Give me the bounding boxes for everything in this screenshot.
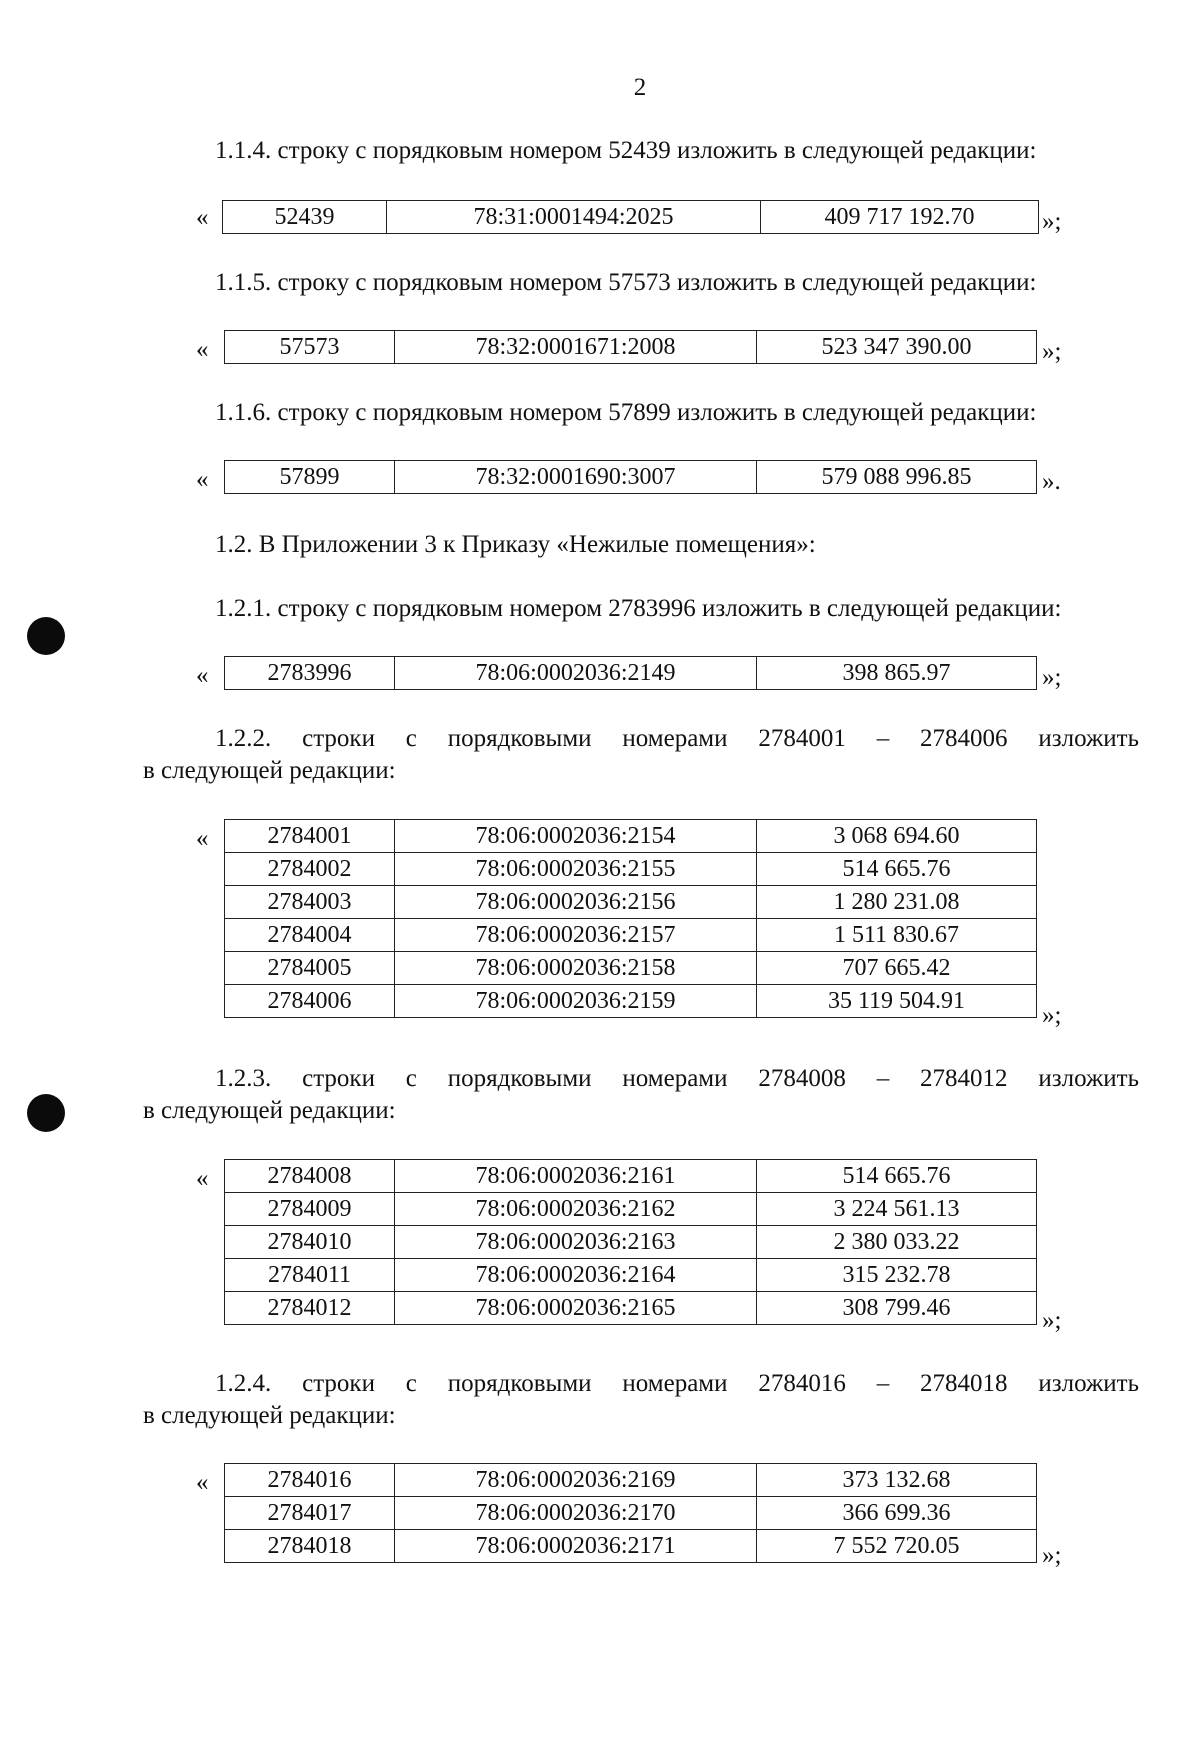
cadastral-number-cell: 78:06:0002036:2149 bbox=[395, 657, 757, 690]
value-cell: 2 380 033.22 bbox=[757, 1226, 1037, 1259]
closing-quote: »; bbox=[1042, 338, 1062, 365]
paragraph: 1.1.6. строку с порядковым номером 57899 изложить в следующей редакции: bbox=[215, 399, 1037, 426]
closing-quote: ». bbox=[1042, 468, 1061, 495]
table-row bbox=[225, 657, 1037, 690]
row-number-cell: 57899 bbox=[225, 461, 395, 494]
cadastral-number-cell: 78:32:0001671:2008 bbox=[395, 331, 757, 364]
closing-quote: »; bbox=[1042, 208, 1062, 235]
cadastral-number-cell: 78:06:0002036:2161 bbox=[395, 1160, 757, 1193]
opening-quote: « bbox=[196, 1469, 209, 1496]
row-number-cell: 2784017 bbox=[225, 1497, 395, 1530]
table-row bbox=[225, 1160, 1037, 1193]
value-cell: 3 224 561.13 bbox=[757, 1193, 1037, 1226]
row-number-cell: 2784005 bbox=[225, 952, 395, 985]
cadastral-number-cell: 78:06:0002036:2163 bbox=[395, 1226, 757, 1259]
cadastral-number-cell: 78:06:0002036:2171 bbox=[395, 1530, 757, 1563]
closing-quote: »; bbox=[1042, 1307, 1062, 1334]
paragraph: 1.2.3. строки с порядковыми номерами 2784008 – 2784012 изложить bbox=[215, 1065, 1139, 1092]
row-number-cell: 2784001 bbox=[225, 820, 395, 853]
value-cell: 514 665.76 bbox=[757, 853, 1037, 886]
opening-quote: « bbox=[196, 204, 209, 231]
table-row bbox=[225, 1226, 1037, 1259]
value-cell: 707 665.42 bbox=[757, 952, 1037, 985]
row-number-cell: 2784018 bbox=[225, 1530, 395, 1563]
data-table bbox=[224, 1159, 1037, 1325]
opening-quote: « bbox=[196, 825, 209, 852]
table-row bbox=[225, 1193, 1037, 1226]
paragraph: 1.2.4. строки с порядковыми номерами 2784016 – 2784018 изложить bbox=[215, 1370, 1139, 1397]
table-row bbox=[225, 952, 1037, 985]
opening-quote: « bbox=[196, 1165, 209, 1192]
table-row bbox=[225, 919, 1037, 952]
value-cell: 1 511 830.67 bbox=[757, 919, 1037, 952]
value-cell: 579 088 996.85 bbox=[757, 461, 1037, 494]
value-cell: 514 665.76 bbox=[757, 1160, 1037, 1193]
opening-quote: « bbox=[196, 336, 209, 363]
value-cell: 3 068 694.60 bbox=[757, 820, 1037, 853]
cadastral-number-cell: 78:06:0002036:2170 bbox=[395, 1497, 757, 1530]
row-number-cell: 2784006 bbox=[225, 985, 395, 1018]
row-number-cell: 2784004 bbox=[225, 919, 395, 952]
cadastral-number-cell: 78:06:0002036:2158 bbox=[395, 952, 757, 985]
cadastral-number-cell: 78:06:0002036:2156 bbox=[395, 886, 757, 919]
table-row bbox=[225, 886, 1037, 919]
row-number-cell: 2784012 bbox=[225, 1292, 395, 1325]
cadastral-number-cell: 78:06:0002036:2169 bbox=[395, 1464, 757, 1497]
data-table bbox=[224, 330, 1037, 364]
cadastral-number-cell: 78:06:0002036:2155 bbox=[395, 853, 757, 886]
paragraph-continuation: в следующей редакции: bbox=[143, 1402, 396, 1429]
value-cell: 1 280 231.08 bbox=[757, 886, 1037, 919]
table-row bbox=[225, 331, 1037, 364]
row-number-cell: 2784009 bbox=[225, 1193, 395, 1226]
closing-quote: »; bbox=[1042, 664, 1062, 691]
punch-hole-mark bbox=[27, 617, 65, 655]
cadastral-number-cell: 78:06:0002036:2154 bbox=[395, 820, 757, 853]
table-row bbox=[223, 201, 1039, 234]
table-row bbox=[225, 1530, 1037, 1563]
opening-quote: « bbox=[196, 466, 209, 493]
paragraph: 1.2. В Приложении 3 к Приказу «Нежилые помещения»: bbox=[215, 531, 816, 558]
value-cell: 409 717 192.70 bbox=[761, 201, 1039, 234]
row-number-cell: 2784008 bbox=[225, 1160, 395, 1193]
row-number-cell: 2784002 bbox=[225, 853, 395, 886]
cadastral-number-cell: 78:06:0002036:2164 bbox=[395, 1259, 757, 1292]
cadastral-number-cell: 78:06:0002036:2157 bbox=[395, 919, 757, 952]
paragraph: 1.2.2. строки с порядковыми номерами 2784001 – 2784006 изложить bbox=[215, 725, 1139, 752]
closing-quote: »; bbox=[1042, 1542, 1062, 1569]
value-cell: 373 132.68 bbox=[757, 1464, 1037, 1497]
value-cell: 7 552 720.05 bbox=[757, 1530, 1037, 1563]
data-table bbox=[222, 200, 1039, 234]
value-cell: 523 347 390.00 bbox=[757, 331, 1037, 364]
paragraph-continuation: в следующей редакции: bbox=[143, 1097, 396, 1124]
table-row bbox=[225, 853, 1037, 886]
table-row bbox=[225, 985, 1037, 1018]
value-cell: 308 799.46 bbox=[757, 1292, 1037, 1325]
paragraph: 1.1.5. строку с порядковым номером 57573 изложить в следующей редакции: bbox=[215, 269, 1037, 296]
paragraph: 1.2.1. строку с порядковым номером 2783996 изложить в следующей редакции: bbox=[215, 595, 1062, 622]
table-row bbox=[225, 820, 1037, 853]
value-cell: 315 232.78 bbox=[757, 1259, 1037, 1292]
row-number-cell: 2784003 bbox=[225, 886, 395, 919]
table-row bbox=[225, 1259, 1037, 1292]
row-number-cell: 2784011 bbox=[225, 1259, 395, 1292]
cadastral-number-cell: 78:06:0002036:2159 bbox=[395, 985, 757, 1018]
cadastral-number-cell: 78:06:0002036:2165 bbox=[395, 1292, 757, 1325]
data-table bbox=[224, 819, 1037, 1018]
row-number-cell: 57573 bbox=[225, 331, 395, 364]
table-row bbox=[225, 1497, 1037, 1530]
paragraph: 1.1.4. строку с порядковым номером 52439 изложить в следующей редакции: bbox=[215, 137, 1037, 164]
data-table bbox=[224, 1463, 1037, 1563]
row-number-cell: 2784016 bbox=[225, 1464, 395, 1497]
cadastral-number-cell: 78:32:0001690:3007 bbox=[395, 461, 757, 494]
opening-quote: « bbox=[196, 662, 209, 689]
value-cell: 366 699.36 bbox=[757, 1497, 1037, 1530]
value-cell: 398 865.97 bbox=[757, 657, 1037, 690]
page-number: 2 bbox=[633, 74, 647, 101]
cadastral-number-cell: 78:31:0001494:2025 bbox=[387, 201, 761, 234]
row-number-cell: 2783996 bbox=[225, 657, 395, 690]
row-number-cell: 52439 bbox=[223, 201, 387, 234]
paragraph-continuation: в следующей редакции: bbox=[143, 757, 396, 784]
value-cell: 35 119 504.91 bbox=[757, 985, 1037, 1018]
punch-hole-mark bbox=[27, 1094, 65, 1132]
row-number-cell: 2784010 bbox=[225, 1226, 395, 1259]
table-row bbox=[225, 1464, 1037, 1497]
data-table bbox=[224, 460, 1037, 494]
data-table bbox=[224, 656, 1037, 690]
table-row bbox=[225, 461, 1037, 494]
cadastral-number-cell: 78:06:0002036:2162 bbox=[395, 1193, 757, 1226]
closing-quote: »; bbox=[1042, 1002, 1062, 1029]
table-row bbox=[225, 1292, 1037, 1325]
